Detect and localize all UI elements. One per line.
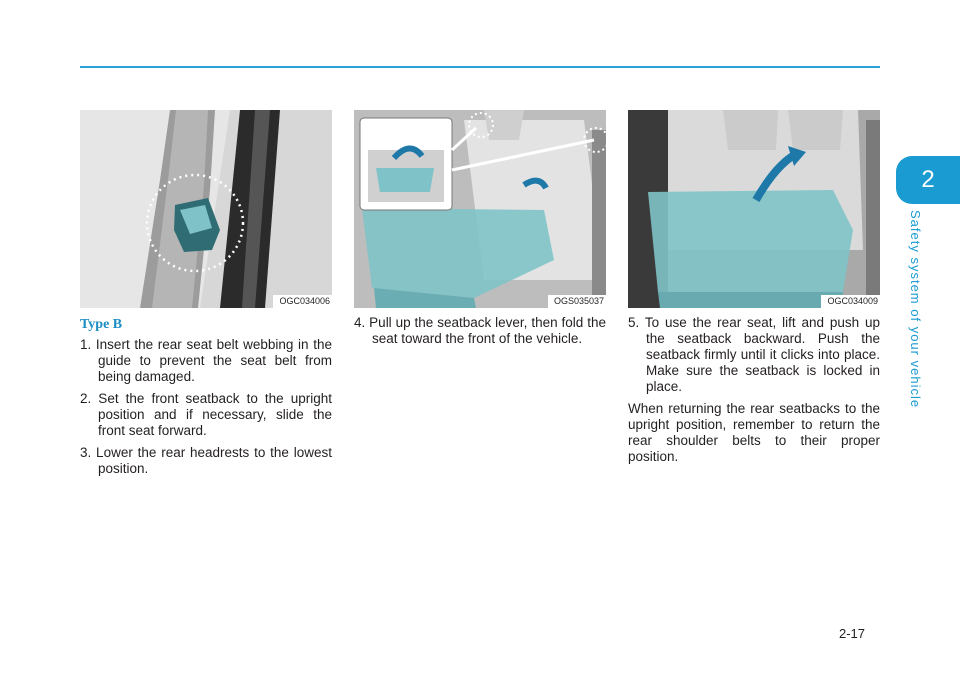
chapter-side-title: Safety system of your vehicle [908,210,923,409]
step-2: 2. Set the front seatback to the upright position and if necessary, slide the front seat forward. [80,391,332,438]
fold-seat-illustration [354,110,606,308]
step-5: 5. To use the rear seat, lift and push up the seatback backward. Push the seatback firmly until it clicks into place. Make sure the seatback is locked in place. [628,315,880,394]
figure-code: OGC034009 [821,295,880,308]
lift-seatback-drawing [628,110,880,308]
section-heading-type-b: Type B [80,317,123,332]
figure-code: OGS035037 [548,295,606,308]
seat-belt-guide-drawing [80,110,332,308]
return-belts-note: When returning the rear seatbacks to the upright position, remember to return the rear shoulder belts to their proper position. [628,401,880,464]
page-number: 2-17 [839,626,866,641]
column-1 [80,110,332,483]
chapter-number-tab: 2 [896,156,960,204]
instruction-list-1 [80,337,332,477]
instruction-list-2 [354,315,606,347]
lift-seatback-illustration [628,110,880,308]
figure-code: OGC034006 [273,295,332,308]
column-2 [354,110,606,353]
column-3 [628,110,880,465]
seat-belt-guide-illustration [80,110,332,308]
step-1: 1. Insert the rear seat belt webbing in the guide to prevent the seat belt from being damaged. [80,337,332,384]
header-rule [80,66,880,68]
step-4: 4. Pull up the seatback lever, then fold the seat toward the front of the vehicle. [354,315,606,346]
instruction-list-3 [628,315,880,465]
step-3: 3. Lower the rear headrests to the lowest position. [80,445,332,476]
fold-seat-drawing [354,110,606,308]
